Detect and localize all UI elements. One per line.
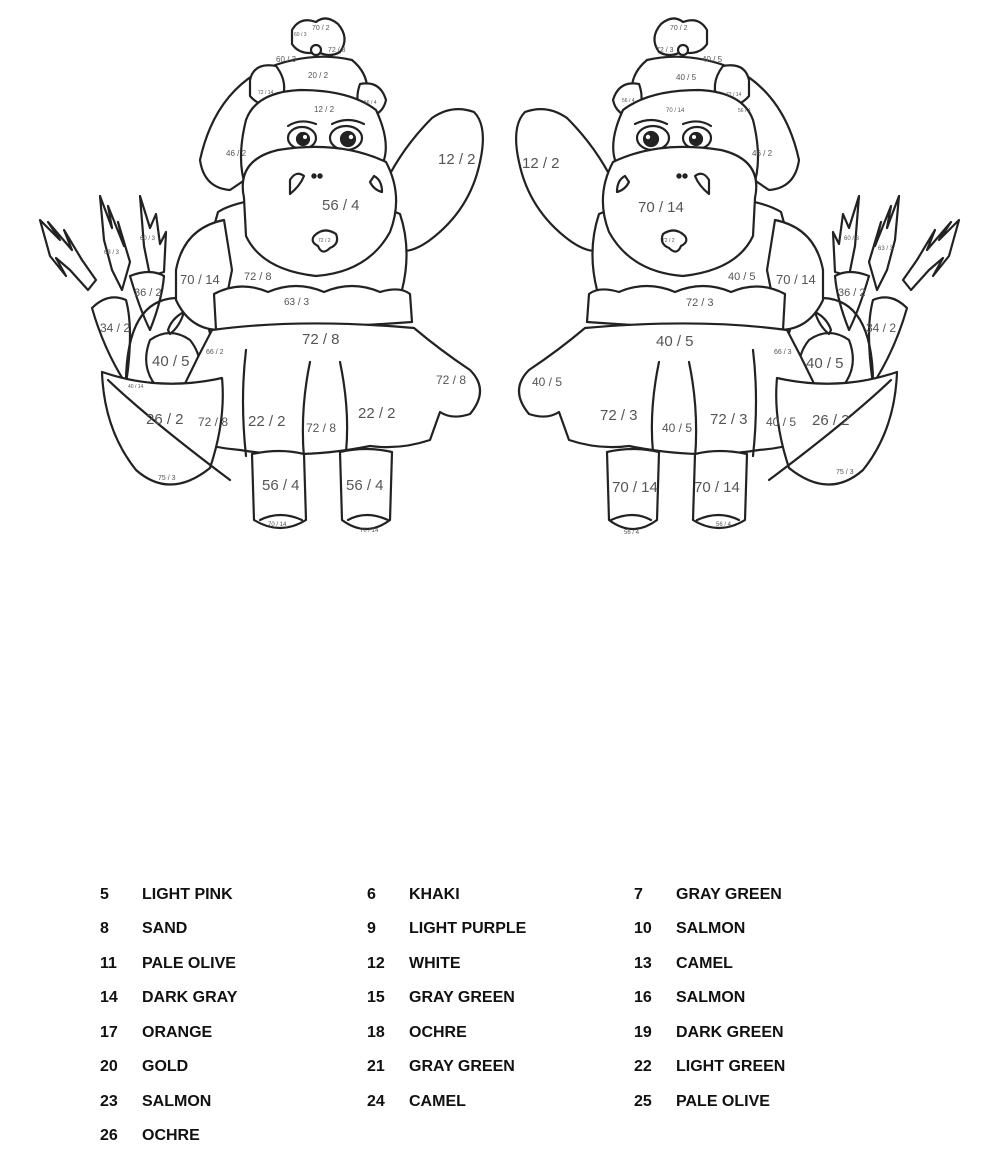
- left-label-hat-band: 20 / 2: [308, 71, 329, 80]
- legend-color-name: CAMEL: [676, 954, 733, 972]
- left-label-basket-bottom: 75 / 3: [158, 475, 176, 482]
- legend-number: 14: [100, 989, 118, 1006]
- legend-entry: [100, 1022, 367, 1043]
- right-label-bow-right: 40 / 5: [702, 55, 723, 64]
- legend-entry: [367, 1022, 634, 1043]
- legend-number: 8: [100, 920, 109, 937]
- left-label-skirt-mid: 72 / 8: [306, 421, 337, 435]
- right-label-face: 70 / 14: [638, 199, 684, 216]
- legend-color-name: LIGHT GREEN: [676, 1058, 786, 1075]
- legend-number: 10: [634, 920, 652, 937]
- right-label-leg-left: 70 / 14: [612, 479, 658, 496]
- legend-entry: [367, 988, 634, 1009]
- left-label-ear-right: 56 / 4: [364, 100, 377, 106]
- right-label-forehead: 70 / 14: [666, 108, 685, 114]
- right-label-leaf-right: 63 / 3: [878, 246, 894, 252]
- legend-color-name: SALMON: [676, 920, 746, 937]
- left-label-skirt-left: 22 / 2: [248, 413, 286, 430]
- legend-entry: [634, 1057, 820, 1078]
- right-label-basket: 26 / 2: [812, 412, 850, 429]
- right-label-foot-right: 56 / 4: [716, 522, 732, 528]
- legend-color-name: SAND: [142, 920, 188, 937]
- left-label-basket: 26 / 2: [146, 411, 184, 428]
- left-label-foot-left: 70 / 14: [268, 522, 287, 528]
- legend-entry: [100, 884, 367, 905]
- right-label-skirt-edge: 40 / 5: [766, 415, 797, 429]
- legend-color-name: GRAY GREEN: [676, 885, 782, 903]
- left-label-strap: 72 / 8: [244, 271, 272, 283]
- left-label-bow-top: 70 / 2: [312, 25, 330, 32]
- legend-entry: [367, 953, 634, 974]
- left-label-leg-left: 56 / 4: [262, 477, 300, 494]
- legend-color-name: WHITE: [409, 954, 461, 972]
- legend-number: 19: [634, 1023, 652, 1041]
- legend-color-name: SALMON: [142, 1092, 212, 1110]
- legend-number: 9: [367, 920, 376, 937]
- legend-color-name: KHAKI: [409, 885, 460, 903]
- right-label-leg-right: 70 / 14: [694, 479, 740, 496]
- legend-number: 12: [367, 954, 385, 972]
- left-label-leaf-mid: 60 / 3: [140, 236, 156, 242]
- left-label-ear-left: 72 / 14: [258, 90, 274, 96]
- right-label-waist-band: 40 / 5: [656, 333, 694, 350]
- right-label-skirt-fold: 40 / 5: [662, 421, 693, 435]
- right-label-bow-left: 72 / 3: [656, 47, 674, 54]
- legend-color-name: OCHRE: [142, 1127, 200, 1144]
- right-label-hat-side: 46 / 2: [752, 149, 773, 158]
- legend-number: 13: [634, 954, 652, 972]
- left-label-skirt-right: 72 / 8: [436, 373, 467, 387]
- left-label-foot-right: 70 / 14: [360, 528, 379, 534]
- legend-entry: [367, 884, 634, 905]
- left-label-arm-raised: 12 / 2: [438, 151, 476, 168]
- legend-entry: [634, 1022, 820, 1043]
- left-label-apple-leaf: 66 / 2: [206, 349, 224, 356]
- legend-number: 22: [634, 1058, 652, 1075]
- legend-entry: [100, 1091, 367, 1112]
- legend-entry: [100, 953, 367, 974]
- left-label-leg-right: 56 / 4: [346, 477, 384, 494]
- legend-entry: [634, 884, 820, 905]
- left-label-bow-left: 60 / 3: [294, 32, 307, 38]
- legend-color-name: GRAY GREEN: [409, 1058, 515, 1075]
- legend-color-name: OCHRE: [409, 1023, 467, 1041]
- left-label-carrot-big: 34 / 2: [100, 321, 131, 335]
- right-hippo-figure: [516, 18, 959, 536]
- legend-color-name: PALE OLIVE: [142, 954, 236, 972]
- legend-entry: [100, 1057, 367, 1078]
- right-label-bow-top: 70 / 2: [670, 25, 688, 32]
- right-label-carrot-big: 34 / 2: [866, 321, 897, 335]
- legend-entry: [367, 1091, 634, 1112]
- right-label-ear-left: 56 / 4: [622, 98, 635, 104]
- left-label-skirt-center: 22 / 2: [358, 405, 396, 422]
- left-label-waist-band: 72 / 8: [302, 331, 340, 348]
- right-label-skirt-right: 72 / 3: [710, 411, 748, 428]
- left-label-hat-brim: 60 / 3: [276, 55, 297, 64]
- left-label-tongue: 72 / 2: [318, 238, 331, 244]
- left-label-hat-side: 46 / 2: [226, 149, 247, 158]
- legend-color-name: GOLD: [142, 1058, 189, 1075]
- right-label-basket-bottom: 75 / 3: [836, 469, 854, 476]
- left-label-waist-top: 63 / 3: [284, 297, 310, 308]
- legend-color-name: LIGHT PURPLE: [409, 920, 527, 937]
- legend-entry: [100, 988, 367, 1009]
- legend-entry: [367, 1057, 634, 1078]
- right-label-skirt-center: 72 / 3: [600, 407, 638, 424]
- right-label-leaf-left: 60 / 3: [844, 236, 860, 242]
- legend-number: 11: [100, 954, 117, 972]
- legend-entry: [634, 988, 820, 1009]
- left-label-apple: 40 / 5: [152, 353, 190, 370]
- legend-number: 26: [100, 1127, 118, 1144]
- right-label-ear-right: 72 / 14: [726, 92, 742, 98]
- legend-number: 17: [100, 1023, 118, 1041]
- left-label-leaf-left: 63 / 3: [104, 250, 120, 256]
- right-label-arm-down: 70 / 14: [776, 272, 816, 287]
- legend-color-name: ORANGE: [142, 1023, 213, 1041]
- legend-number: 20: [100, 1058, 118, 1075]
- legend-entry: [367, 919, 634, 940]
- right-label-foot-left: 56 / 4: [624, 530, 640, 536]
- right-label-hat-band: 40 / 5: [676, 73, 697, 82]
- color-key: [100, 884, 820, 1147]
- legend-color-name: LIGHT PINK: [142, 885, 233, 903]
- left-label-basket-handle: 40 / 14: [128, 384, 144, 390]
- right-label-ear-right-in: 56 / 4: [738, 108, 751, 114]
- left-label-arm-down: 70 / 14: [180, 272, 220, 287]
- legend-color-name: GRAY GREEN: [409, 989, 515, 1006]
- legend-entry: [100, 1126, 367, 1147]
- right-label-tongue: 72 / 2: [662, 238, 675, 244]
- legend-number: 23: [100, 1092, 118, 1110]
- left-label-forehead: 12 / 2: [314, 105, 335, 114]
- right-label-apple: 40 / 5: [806, 355, 844, 372]
- left-label-face: 56 / 4: [322, 197, 360, 214]
- legend-entry: [100, 919, 367, 940]
- legend-entry: [634, 919, 820, 940]
- right-label-strap: 40 / 5: [728, 271, 756, 283]
- left-label-bow-right: 72 / 8: [328, 47, 346, 54]
- legend-number: 15: [367, 989, 385, 1006]
- legend-number: 24: [367, 1092, 385, 1110]
- left-hippo-figure: [40, 18, 483, 534]
- legend-color-name: CAMEL: [409, 1092, 466, 1110]
- legend-number: 5: [100, 885, 109, 903]
- legend-entry: [634, 953, 820, 974]
- left-label-carrot-top: 36 / 2: [134, 287, 162, 299]
- left-label-skirt-fold-left: 72 / 8: [198, 415, 229, 429]
- legend-number: 7: [634, 885, 643, 903]
- coloring-artwork: [0, 0, 1000, 560]
- legend-number: 25: [634, 1092, 652, 1110]
- legend-number: 21: [367, 1058, 385, 1075]
- legend-color-name: DARK GRAY: [142, 989, 238, 1006]
- right-label-waist-top: 72 / 3: [686, 297, 714, 309]
- right-label-skirt-left: 40 / 5: [532, 375, 563, 389]
- legend-number: 18: [367, 1023, 385, 1041]
- legend-color-name: SALMON: [676, 989, 746, 1006]
- legend-color-name: PALE OLIVE: [676, 1092, 770, 1110]
- legend-entry: [634, 1091, 820, 1112]
- right-label-arm-raised: 12 / 2: [522, 155, 560, 172]
- right-label-apple-leaf: 66 / 3: [774, 349, 792, 356]
- right-label-carrot-top: 36 / 2: [838, 287, 866, 299]
- legend-number: 6: [367, 885, 376, 903]
- legend-color-name: DARK GREEN: [676, 1023, 784, 1041]
- legend-number: 16: [634, 989, 652, 1006]
